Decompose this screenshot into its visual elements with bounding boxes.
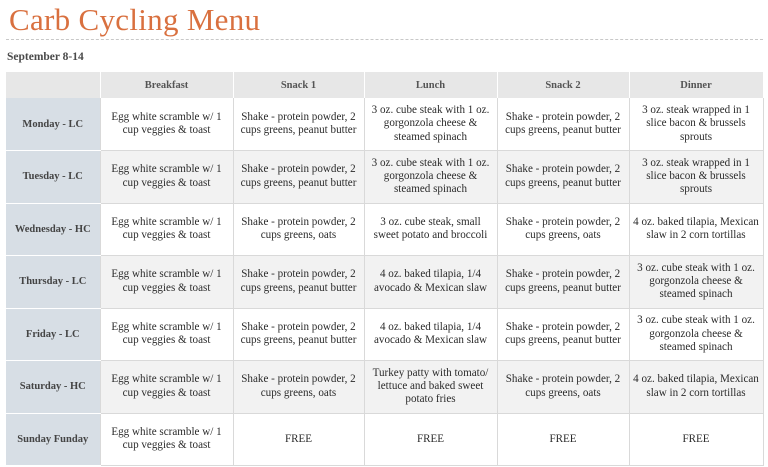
- meal-cell: 3 oz. cube steak with 1 oz. gorgonzola cheese & steamed spinach: [629, 308, 763, 361]
- meal-cell: Egg white scramble w/ 1 cup veggies & toast: [100, 98, 233, 151]
- row-label: Thursday - LC: [6, 256, 100, 309]
- meal-cell: Shake - protein powder, 2 cups greens, peanut butter: [233, 98, 364, 151]
- meal-cell: FREE: [364, 413, 497, 466]
- column-header-snack-2: Snack 2: [497, 72, 629, 98]
- meal-cell: Egg white scramble w/ 1 cup veggies & toast: [100, 151, 233, 204]
- title-divider: [6, 39, 763, 40]
- header-row: [6, 72, 763, 98]
- meal-cell: 3 oz. steak wrapped in 1 slice bacon & brussels sprouts: [629, 98, 763, 151]
- header-corner: [6, 72, 100, 98]
- meal-cell: Shake - protein powder, 2 cups greens, peanut butter: [497, 98, 629, 151]
- meal-cell: Shake - protein powder, 2 cups greens, oats: [497, 203, 629, 256]
- meal-cell: FREE: [233, 413, 364, 466]
- meal-cell: Shake - protein powder, 2 cups greens, peanut butter: [233, 151, 364, 204]
- meal-cell: 4 oz. baked tilapia, 1/4 avocado & Mexican slaw: [364, 308, 497, 361]
- row-label: Monday - LC: [6, 98, 100, 151]
- meal-cell: Egg white scramble w/ 1 cup veggies & toast: [100, 361, 233, 414]
- meal-cell: Turkey patty with tomato/ lettuce and baked sweet potato fries: [364, 361, 497, 414]
- column-header-lunch: Lunch: [364, 72, 497, 98]
- meal-cell: Egg white scramble w/ 1 cup veggies & toast: [100, 203, 233, 256]
- menu-table: [6, 72, 764, 466]
- row-label: Saturday - HC: [6, 361, 100, 414]
- meal-cell: Egg white scramble w/ 1 cup veggies & toast: [100, 308, 233, 361]
- meal-cell: 4 oz. baked tilapia, Mexican slaw in 2 corn tortillas: [629, 361, 763, 414]
- meal-cell: Shake - protein powder, 2 cups greens, peanut butter: [497, 151, 629, 204]
- meal-cell: FREE: [629, 413, 763, 466]
- meal-cell: Shake - protein powder, 2 cups greens, peanut butter: [233, 256, 364, 309]
- meal-cell: 4 oz. baked tilapia, 1/4 avocado & Mexican slaw: [364, 256, 497, 309]
- column-header-dinner: Dinner: [629, 72, 763, 98]
- page-title: Carb Cycling Menu: [9, 2, 261, 37]
- meal-cell: 3 oz. steak wrapped in 1 slice bacon & brussels sprouts: [629, 151, 763, 204]
- meal-cell: 4 oz. baked tilapia, Mexican slaw in 2 corn tortillas: [629, 203, 763, 256]
- meal-cell: Shake - protein powder, 2 cups greens, peanut butter: [233, 308, 364, 361]
- meal-cell: Egg white scramble w/ 1 cup veggies & toast: [100, 413, 233, 466]
- meal-cell: Shake - protein powder, 2 cups greens, peanut butter: [497, 256, 629, 309]
- meal-cell: 3 oz. cube steak with 1 oz. gorgonzola cheese & steamed spinach: [629, 256, 763, 309]
- meal-cell: Egg white scramble w/ 1 cup veggies & toast: [100, 256, 233, 309]
- column-header-breakfast: Breakfast: [100, 72, 233, 98]
- row-label: Wednesday - HC: [6, 203, 100, 256]
- row-label: Tuesday - LC: [6, 151, 100, 204]
- week-subtitle: September 8-14: [7, 51, 84, 63]
- meal-cell: Shake - protein powder, 2 cups greens, oats: [233, 361, 364, 414]
- table-row: [6, 308, 763, 361]
- table-row: [6, 361, 763, 414]
- meal-cell: FREE: [497, 413, 629, 466]
- table-row: [6, 98, 763, 151]
- meal-cell: Shake - protein powder, 2 cups greens, oats: [497, 361, 629, 414]
- table-row: [6, 413, 763, 466]
- column-header-snack-1: Snack 1: [233, 72, 364, 98]
- meal-cell: 3 oz. cube steak, small sweet potato and broccoli: [364, 203, 497, 256]
- meal-cell: 3 oz. cube steak with 1 oz. gorgonzola cheese & steamed spinach: [364, 98, 497, 151]
- meal-cell: 3 oz. cube steak with 1 oz. gorgonzola cheese & steamed spinach: [364, 151, 497, 204]
- table-row: [6, 151, 763, 204]
- row-label: Friday - LC: [6, 308, 100, 361]
- table-row: [6, 256, 763, 309]
- table-row: [6, 203, 763, 256]
- meal-cell: Shake - protein powder, 2 cups greens, peanut butter: [497, 308, 629, 361]
- row-label: Sunday Funday: [6, 413, 100, 466]
- meal-cell: Shake - protein powder, 2 cups greens, oats: [233, 203, 364, 256]
